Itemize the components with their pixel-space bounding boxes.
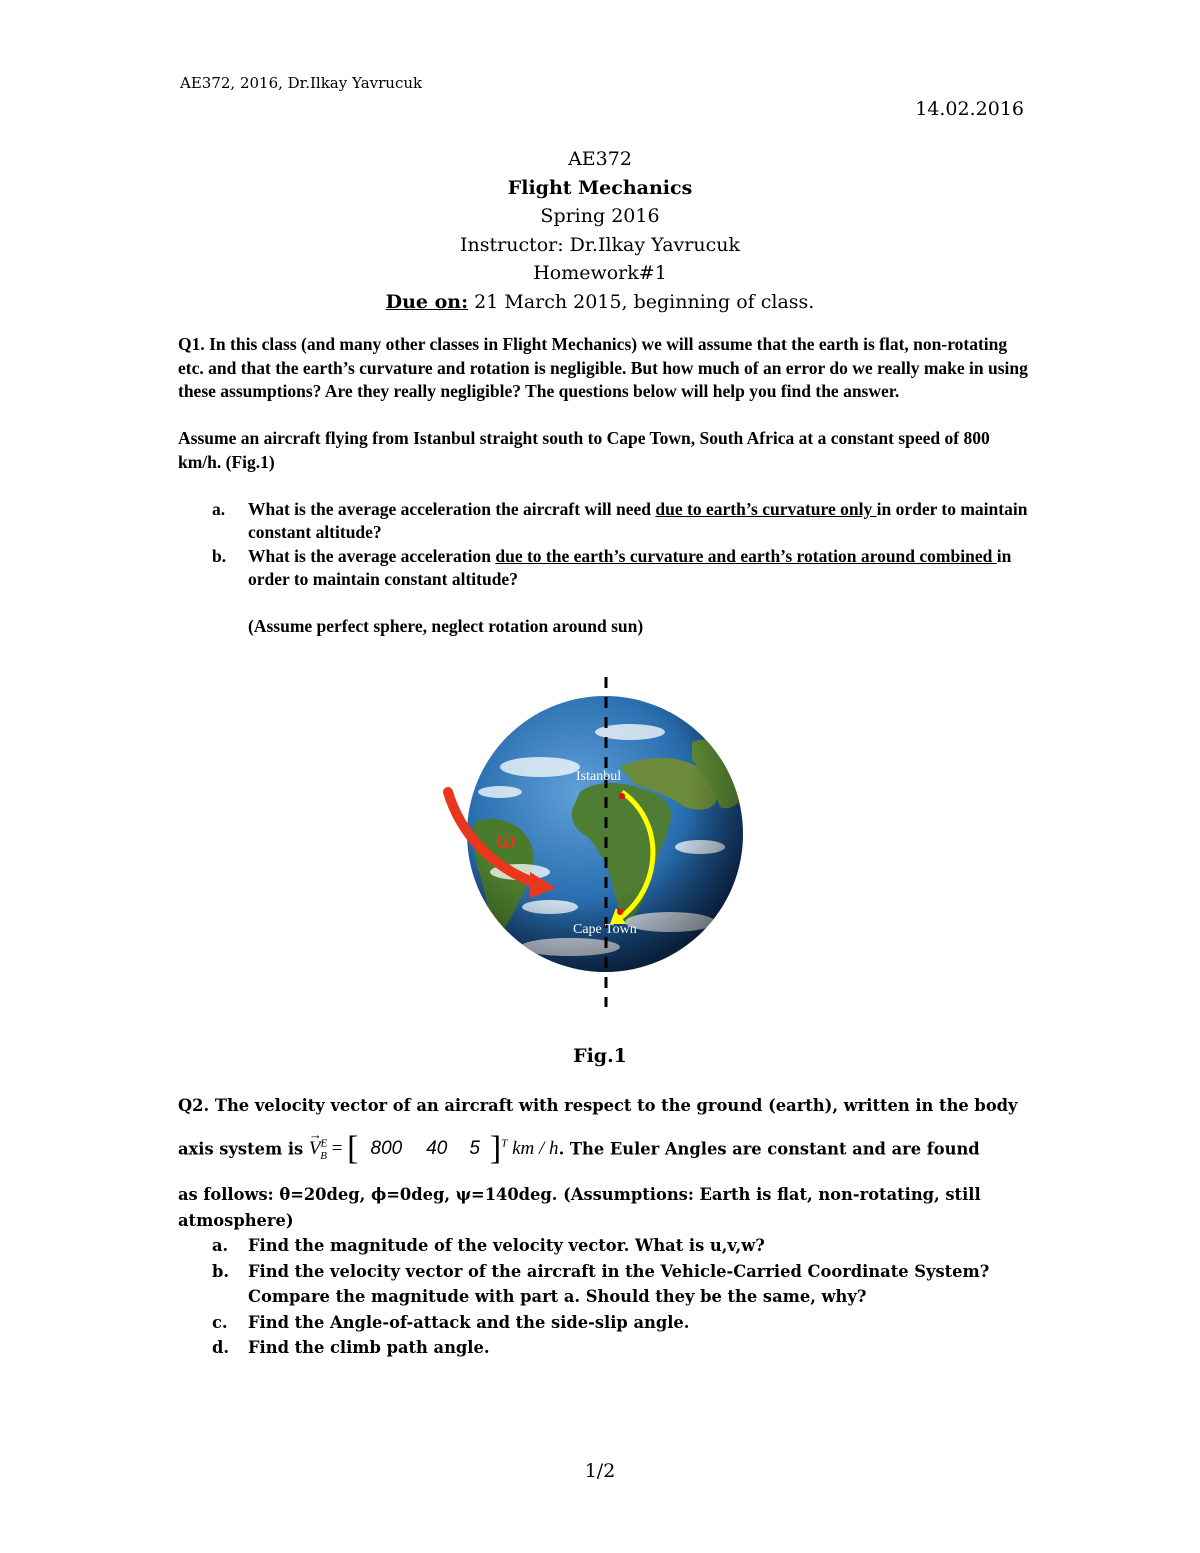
q1-intro: Q1. In this class (and many other classes in Flight Mechanics) we will assume that the earth is flat, non-rotating etc. and that the earth’s curvature and rotation is negligible. But how much of an error do we really make in using these assumptions? Are they really negligible? The questions below will help you find the answer. bbox=[178, 334, 1028, 401]
earth-figure bbox=[430, 672, 770, 1012]
question-2 bbox=[178, 1093, 1038, 1361]
q1-scenario: Assume an aircraft flying from Istanbul straight south to Cape Town, South Africa at a constant speed of 800 km/h. (Fig.1) bbox=[178, 428, 990, 472]
homework-number: Homework#1 bbox=[533, 262, 667, 284]
vector-superscript: E bbox=[320, 1137, 328, 1150]
item-text: in order to maintain constant altitude? bbox=[248, 545, 1012, 589]
q1-item-a bbox=[178, 498, 1028, 545]
transpose-symbol: T bbox=[501, 1137, 508, 1150]
item-text: What is the average acceleration bbox=[248, 545, 496, 566]
velocity-units: km / h bbox=[512, 1137, 559, 1159]
q2-axis-post: . The Euler Angles are constant and are found bbox=[558, 1138, 980, 1158]
page-header: AE372, 2016, Dr.Ilkay Yavrucuk bbox=[180, 74, 423, 92]
velocity-vector-equation: → $V^E_B$ = [ 800 40 5 ]$^T$ km / h bbox=[308, 1126, 559, 1167]
q1-item-b bbox=[178, 545, 1028, 592]
due-text: 21 March 2015, beginning of class. bbox=[468, 290, 815, 313]
vector-symbol: V bbox=[308, 1137, 321, 1159]
item-label: c. bbox=[212, 1312, 228, 1332]
vector-subscript: B bbox=[320, 1149, 327, 1162]
figure-caption: Fig.1 bbox=[573, 1045, 627, 1067]
capetown-marker bbox=[617, 909, 623, 915]
earth-globe-illustration bbox=[430, 672, 770, 1012]
q2-line-2 bbox=[178, 1126, 1038, 1170]
item-label: b. bbox=[212, 1261, 230, 1281]
note-text: (Assume perfect sphere, neglect rotation around sun) bbox=[248, 616, 644, 636]
q1-items bbox=[178, 498, 1028, 639]
course-code: AE372 bbox=[568, 148, 632, 170]
q2-item-b bbox=[178, 1259, 1038, 1310]
title-block bbox=[0, 145, 1200, 316]
q1-note bbox=[178, 615, 1028, 639]
course-term: Spring 2016 bbox=[540, 205, 660, 227]
q2-line-1: Q2. The velocity vector of an aircraft with respect to the ground (earth), written in the body bbox=[178, 1096, 1018, 1115]
q2-item-c bbox=[178, 1310, 1038, 1336]
item-text: Find the Angle-of-attack and the side-slip angle. bbox=[248, 1312, 690, 1332]
item-label: a. bbox=[212, 1236, 229, 1256]
item-text: Find the velocity vector of the aircraft in the Vehicle-Carried Coordinate System? Compare the magnitude with part a. Should they be the same, why? bbox=[248, 1261, 990, 1307]
capetown-label: Cape Town bbox=[573, 922, 637, 937]
q2-axis-pre: axis system is bbox=[178, 1138, 309, 1158]
item-underlined: due to the earth’s curvature and earth’s rotation around combined bbox=[495, 545, 997, 566]
vector-component-1: 800 bbox=[370, 1137, 403, 1159]
item-text: in order to maintain constant altitude? bbox=[248, 498, 1028, 542]
istanbul-marker bbox=[619, 793, 625, 799]
omega-label: ω bbox=[496, 826, 516, 854]
item-label: a. bbox=[212, 498, 226, 519]
vector-component-3: 5 bbox=[469, 1137, 480, 1159]
item-text: Find the magnitude of the velocity vector. What is u,v,w? bbox=[248, 1236, 765, 1256]
item-label: b. bbox=[212, 545, 227, 566]
instructor: Instructor: Dr.Ilkay Yavrucuk bbox=[460, 233, 740, 256]
item-label: d. bbox=[212, 1338, 230, 1358]
equals-sign: = bbox=[326, 1137, 348, 1159]
q2-items bbox=[178, 1233, 1038, 1361]
due-label: Due on: bbox=[385, 290, 469, 313]
q2-line-3: as follows: θ=20deg, ϕ=0deg, ψ=140deg. (Assumptions: Earth is flat, non-rotating, still atmosphere) bbox=[178, 1185, 981, 1230]
q2-item-a bbox=[178, 1233, 1038, 1259]
item-text: Find the climb path angle. bbox=[248, 1338, 490, 1358]
question-1 bbox=[178, 333, 1028, 639]
document-date: 14.02.2016 bbox=[915, 98, 1024, 120]
istanbul-label: Istanbul bbox=[576, 769, 622, 784]
page-number: 1/2 bbox=[584, 1460, 616, 1482]
course-subject: Flight Mechanics bbox=[507, 176, 693, 199]
item-text: What is the average acceleration the aircraft will need bbox=[248, 498, 656, 519]
vector-component-2: 40 bbox=[426, 1137, 448, 1159]
item-underlined: due to earth’s curvature only bbox=[655, 498, 877, 519]
q2-item-d bbox=[178, 1335, 1038, 1361]
due-date bbox=[0, 288, 1200, 317]
